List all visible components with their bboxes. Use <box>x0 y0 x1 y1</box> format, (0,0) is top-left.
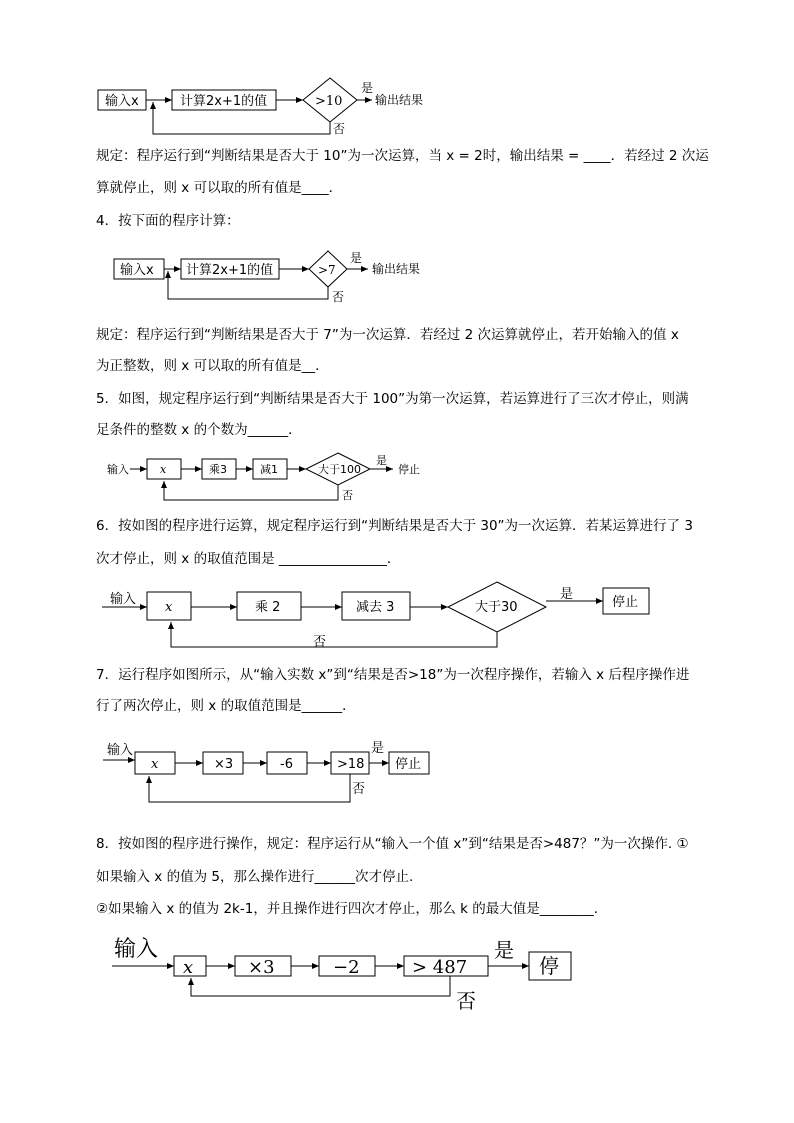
input-label: 输入 <box>114 937 159 962</box>
flowchart-q5 <box>0 452 794 504</box>
condition-label: >10 <box>315 94 343 109</box>
compute-label: 计算2x+1的值 <box>180 94 268 109</box>
compute-label: 计算2x+1的值 <box>186 263 274 278</box>
q3-text-line1: 规定：程序运行到“判断结果是否大于 10”为一次运算，当 x = 2时，输出结果 = ____．若经过 2 次运 <box>96 148 709 164</box>
no-label: 否 <box>352 782 366 797</box>
input-label: 输入 <box>107 743 134 758</box>
q8-text-line1: 8．按如图的程序进行操作，规定：程序运行从“输入一个值 x”到“结果是否>487？”为一次操作. ① <box>96 836 689 852</box>
yes-label: 是 <box>350 251 363 265</box>
flowchart-q6 <box>0 580 794 654</box>
q5-text-line2: 足条件的整数 x 的个数为______． <box>96 422 302 438</box>
q5-text-line1: 5．如图，规定程序运行到“判断结果是否大于 100”为第一次运算，若运算进行了三次才停止，则满 <box>96 391 689 407</box>
yes-label: 是 <box>371 741 385 756</box>
flowchart-q8 <box>0 930 794 1016</box>
q8-text-line2: 如果输入 x 的值为 5，那么操作进行______次才停止. <box>96 869 414 885</box>
no-label: 否 <box>332 290 345 304</box>
multiply-label: ×3 <box>248 957 275 978</box>
x-box-label: x <box>165 600 173 615</box>
q8-text-line3: ②如果输入 x 的值为 2k-1，并且操作进行四次才停止，那么 k 的最大值是________． <box>96 901 608 917</box>
stop-label: 停 <box>539 954 559 978</box>
condition-label: 大于30 <box>475 600 518 615</box>
no-label: 否 <box>456 989 476 1013</box>
no-label: 否 <box>313 635 327 650</box>
stop-label: 停止 <box>395 757 422 772</box>
subtract-label: 减去 3 <box>356 600 395 615</box>
condition-label: 大于100 <box>318 463 361 476</box>
output-label: 输出结果 <box>372 262 421 276</box>
no-label: 否 <box>333 122 346 136</box>
x-box-label: x <box>151 757 159 772</box>
stop-label: 停止 <box>398 463 420 476</box>
subtract-label: 减1 <box>260 463 278 476</box>
q7-text-line1: 7．运行程序如图所示，从“输入实数 x”到“结果是否>18”为一次程序操作，若输入 x 后程序操作进 <box>96 667 690 683</box>
input-label: 输入x <box>120 263 154 278</box>
output-label: 输出结果 <box>375 93 424 107</box>
x-box-label: x <box>183 957 194 978</box>
q4-title: 4．按下面的程序计算： <box>96 213 240 229</box>
yes-label: 是 <box>376 454 387 467</box>
condition-label: >18 <box>337 757 365 772</box>
flowchart-q7 <box>0 738 794 808</box>
no-label: 否 <box>342 489 353 502</box>
q7-text-line2: 行了两次停止，则 x 的取值范围是______． <box>96 698 356 714</box>
flowchart-q3 <box>0 72 794 142</box>
q6-text-line2: 次才停止，则 x 的取值范围是 ________________． <box>96 551 401 567</box>
q4-text-line2: 为正整数，则 x 可以取的所有值是__． <box>96 358 329 374</box>
input-label: 输入 <box>107 463 129 476</box>
multiply-label: 乘 2 <box>255 600 281 615</box>
x-box-label: x <box>160 463 167 476</box>
q3-text-line2: 算就停止，则 x 可以取的所有值是____． <box>96 180 343 196</box>
condition-label: >7 <box>318 263 336 277</box>
subtract-label: -6 <box>280 757 293 772</box>
q6-text-line1: 6．按如图的程序进行运算，规定程序运行到“判断结果是否大于 30”为一次运算．若某运算进行了 3 <box>96 518 693 534</box>
q4-text-line1: 规定：程序运行到“判断结果是否大于 7”为一次运算．若经过 2 次运算就停止，若开始输入的值 x <box>96 327 679 343</box>
flowchart-q4 <box>0 243 794 305</box>
input-label: 输入 <box>110 592 137 607</box>
subtract-label: −2 <box>333 957 360 978</box>
multiply-label: 乘3 <box>209 463 227 476</box>
condition-label: > 487 <box>412 957 468 978</box>
multiply-label: ×3 <box>214 757 234 772</box>
yes-label: 是 <box>560 587 574 602</box>
stop-label: 停止 <box>612 595 639 610</box>
input-label: 输入x <box>105 94 139 109</box>
yes-label: 是 <box>361 81 374 95</box>
yes-label: 是 <box>494 938 514 962</box>
